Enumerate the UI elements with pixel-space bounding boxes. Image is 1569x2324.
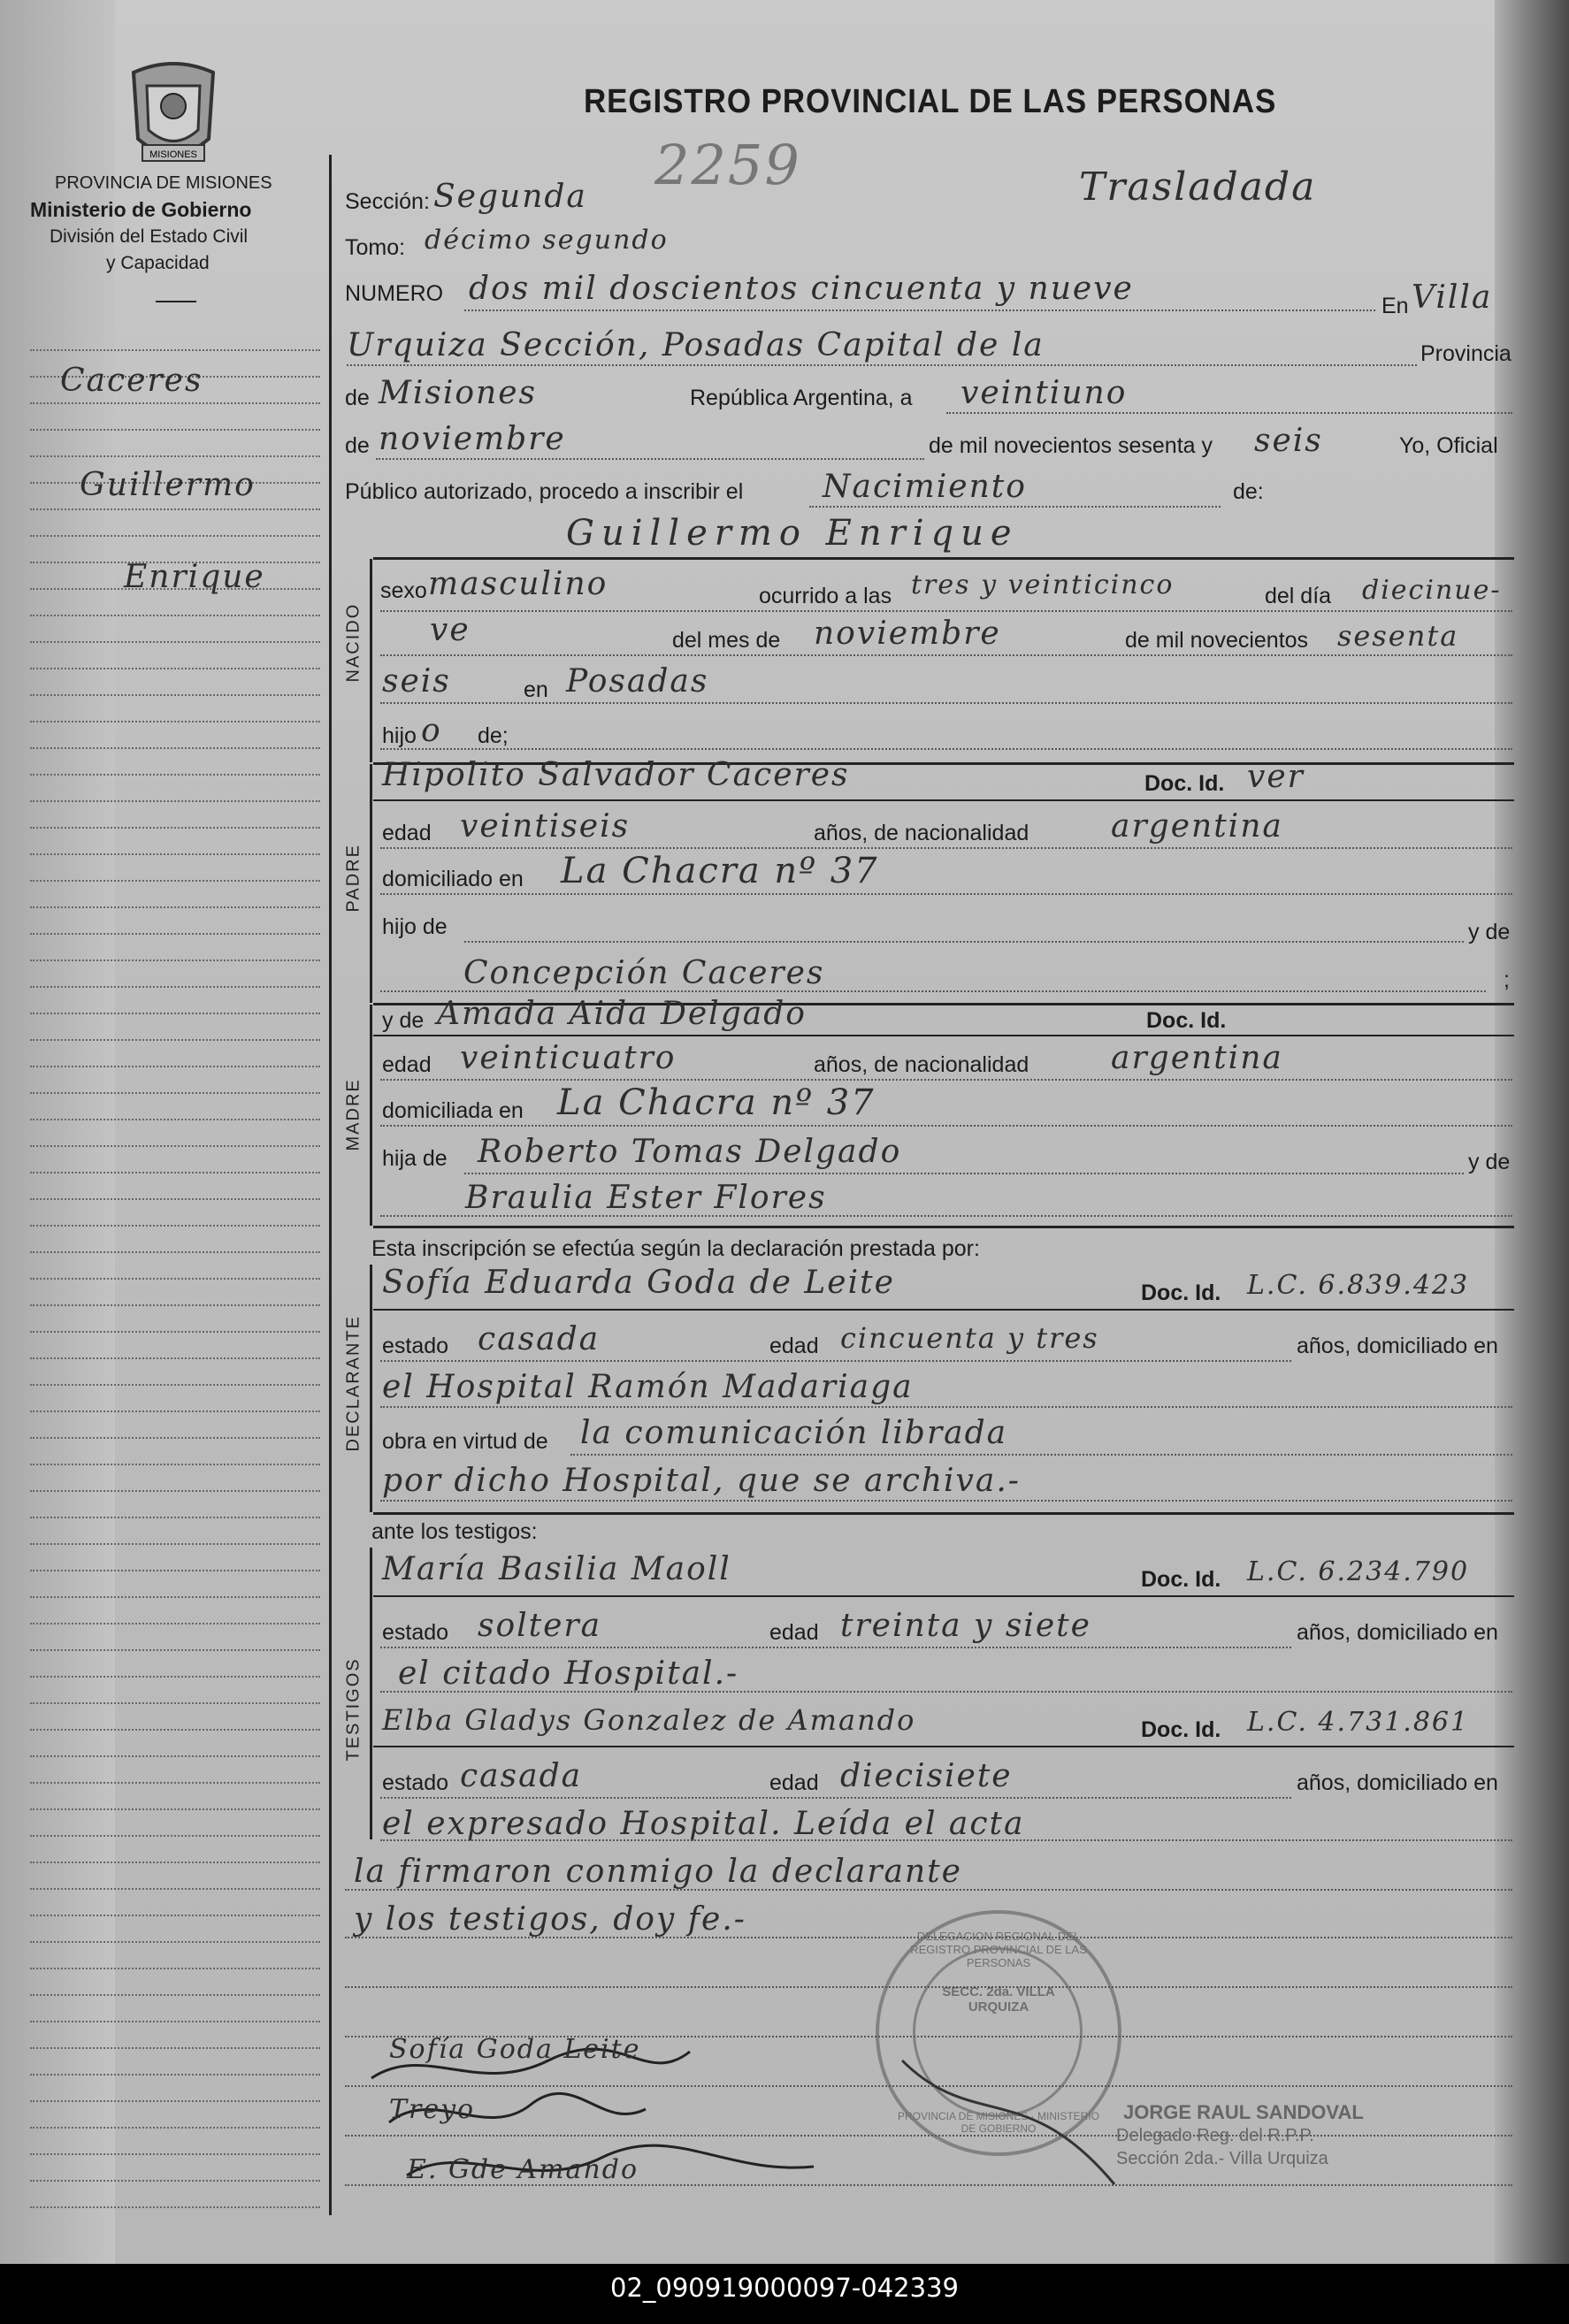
padre-semicolon: ;: [1504, 967, 1510, 992]
madre-hija-de-label: hija de: [382, 1146, 448, 1171]
nacido-bracket: [370, 559, 372, 762]
margin-first-name: Guillermo: [80, 467, 256, 503]
testigo2-estado-label: estado: [382, 1770, 449, 1795]
margin-dotted-line: [30, 2047, 320, 2049]
emblem-text: MISIONES: [149, 149, 197, 160]
tomo-value: décimo segundo: [425, 225, 669, 256]
margin-dotted-line: [30, 2100, 320, 2102]
margin-dotted-line: [30, 694, 320, 696]
padre-edad-line: [380, 847, 1512, 849]
ante-testigos-label: ante los testigos:: [371, 1519, 538, 1544]
obra-label: obra en virtud de: [382, 1429, 548, 1454]
margin-dotted-line: [30, 1013, 320, 1014]
testigos-bracket: [370, 1548, 372, 1839]
madre-name: Amada Aida Delgado: [437, 996, 807, 1032]
de2-label: de: [345, 433, 370, 458]
margin-dotted-line: [30, 1915, 320, 1916]
testigo1-edad-value: treinta y siete: [840, 1608, 1091, 1644]
year-label: de mil novecientos sesenta y: [929, 433, 1213, 458]
declarante-estado-line: [380, 1360, 1291, 1362]
declarante-estado-label: estado: [382, 1334, 449, 1358]
margin-dotted-line: [30, 1782, 320, 1784]
padre-nac-value: argentina: [1111, 808, 1283, 845]
margin-dotted-line: [30, 1278, 320, 1280]
seal-ring-text: DELEGACION REGIONAL DEL REGISTRO PROVINCIAL DE LAS PERSONAS: [910, 1930, 1087, 1969]
testigo1-dom-line: [380, 1691, 1512, 1693]
margin-surname: Caceres: [60, 363, 203, 399]
margin-dotted-line: [30, 1729, 320, 1731]
margin-dotted-line: [30, 1119, 320, 1120]
madre-doc-label: Doc. Id.: [1146, 1008, 1227, 1033]
testigo2-edad-value: diecisiete: [840, 1758, 1013, 1794]
section-rule-1: [373, 557, 1514, 560]
handwritten-trasladada: Trasladada: [1079, 164, 1317, 210]
padre-edad-label: edad: [382, 821, 432, 845]
mes-value: noviembre: [814, 615, 1001, 652]
sexo-value: masculino: [428, 566, 608, 602]
testigo2-edad-label: edad: [769, 1770, 819, 1795]
declarante-doc-label: Doc. Id.: [1141, 1280, 1221, 1305]
mes-line: [380, 654, 1512, 656]
padre-dom-value: La Chacra nº 37: [561, 851, 879, 891]
closing-line-1-dotted: [345, 1889, 1512, 1891]
testigo2-dom-line: [380, 1839, 1512, 1841]
closing-line-2: y los testigos, doy fe.-: [354, 1901, 746, 1938]
padre-hijo-de-line: [464, 941, 1464, 943]
place-dotted: [347, 364, 1417, 366]
hijo-value: o: [421, 713, 442, 749]
padre-madre-line: [380, 990, 1486, 992]
margin-dotted-line: [30, 641, 320, 643]
testigo1-doc-label: Doc. Id.: [1141, 1567, 1221, 1592]
officer-section: Sección 2da.- Villa Urquiza: [1116, 2149, 1328, 2168]
month-value: noviembre: [379, 421, 566, 457]
lugar-line: [380, 702, 1512, 704]
en-value: Villa: [1412, 279, 1493, 316]
testigo2-name-rule: [373, 1746, 1514, 1747]
margin-dotted-line: [30, 2021, 320, 2022]
record-number: 2259: [654, 133, 801, 197]
padre-dom-label: domiciliado en: [382, 867, 524, 891]
signature-testigo-1: Treyo: [389, 2094, 476, 2125]
margin-dotted-line: [30, 959, 320, 961]
padre-name: Hipolito Salvador Caceres: [382, 757, 850, 793]
coat-of-arms-icon: [120, 55, 226, 170]
de-label: de: [345, 386, 370, 410]
oficial-label: Yo, Oficial: [1399, 433, 1498, 458]
madre-dom-line: [380, 1125, 1512, 1127]
provincia-value: Misiones: [379, 375, 538, 411]
margin-dotted-line: [30, 933, 320, 935]
capacity-label: y Capacidad: [106, 253, 210, 273]
margin-dotted-line: [30, 1755, 320, 1757]
del-dia-label: del día: [1265, 584, 1332, 608]
numero-label: NUMERO: [345, 281, 444, 306]
margin-dotted-line: [30, 1357, 320, 1359]
anio-value: sesenta: [1337, 619, 1459, 653]
declarante-edad-value: cincuenta y tres: [840, 1321, 1099, 1355]
margin-dotted-line: [30, 1517, 320, 1518]
margin-dotted-line: [30, 747, 320, 749]
margin-dotted-line: [30, 1437, 320, 1439]
testigo1-doc-value: L.C. 6.234.790: [1247, 1556, 1470, 1587]
right-page-edge: [1495, 0, 1569, 2264]
padre-y-de-label: y de: [1468, 920, 1511, 944]
declarante-bracket: [370, 1265, 372, 1512]
tomo-label: Tomo:: [345, 235, 406, 260]
margin-dotted-line: [30, 1649, 320, 1651]
margin-dotted-line: [30, 1835, 320, 1837]
province-label: PROVINCIA DE MISIONES: [55, 173, 272, 193]
margin-dotted-line: [30, 455, 320, 457]
testigo1-name-rule: [373, 1595, 1514, 1597]
margin-dotted-line: [30, 1994, 320, 1996]
madre-dom-value: La Chacra nº 37: [557, 1082, 876, 1123]
seccion-value: Segunda: [433, 179, 587, 215]
en-label: En: [1381, 294, 1409, 318]
madre-edad-label: edad: [382, 1052, 432, 1077]
madre-y-de2-label: y de: [1468, 1150, 1511, 1174]
margin-second-name: Enrique: [124, 559, 265, 595]
declarante-dom-value: el Hospital Ramón Madariaga: [382, 1369, 914, 1405]
testigos-side-label: TESTIGOS: [343, 1657, 364, 1762]
declarante-doc-value: L.C. 6.839.423: [1247, 1270, 1470, 1301]
margin-dotted-line: [30, 1251, 320, 1253]
testigo2-estado-line: [380, 1797, 1291, 1799]
madre-bracket: [370, 1005, 372, 1226]
margin-dotted-line: [30, 1570, 320, 1571]
nacido-side-label: NACIDO: [343, 602, 364, 683]
sexo-label: sexo: [380, 578, 427, 603]
child-name: Guillermo Enrique: [566, 513, 1019, 554]
declarante-name-rule: [373, 1309, 1514, 1311]
obra-value: la comunicación librada: [580, 1415, 1008, 1451]
testigo2-estado-value: casada: [460, 1758, 583, 1794]
margin-dotted-line: [30, 668, 320, 669]
testigo1-dom-label: años, domiciliado en: [1297, 1620, 1498, 1645]
margin-dotted-line: [30, 1676, 320, 1678]
margin-dotted-line: [30, 1702, 320, 1704]
margin-dotted-line: [30, 1384, 320, 1386]
margin-dotted-line: [30, 1331, 320, 1333]
margin-dotted-line: [30, 1968, 320, 1969]
dia-value: diecinue-: [1362, 575, 1502, 606]
closing-line-1: la firmaron conmigo la declarante: [354, 1854, 962, 1890]
numero-line: [464, 310, 1375, 311]
margin-dotted-line: [30, 1039, 320, 1041]
padre-name-rule: [373, 799, 1514, 801]
testigo1-estado-label: estado: [382, 1620, 449, 1645]
margin-dotted-line: [30, 853, 320, 855]
day-line: [946, 412, 1512, 414]
margin-dotted-line: [30, 1410, 320, 1412]
padre-madre-value: Concepción Caceres: [463, 955, 825, 991]
margin-dotted-line: [30, 615, 320, 616]
declarante-name: Sofía Eduarda Goda de Leite: [382, 1265, 895, 1301]
margin-dotted-line: [30, 1464, 320, 1465]
day-value: veintiuno: [961, 375, 1128, 411]
mil-label: de mil novecientos: [1125, 628, 1309, 653]
mes-label: del mes de: [672, 628, 781, 653]
padre-bracket: [370, 764, 372, 1003]
testigo2-name: Elba Gladys Gonzalez de Amando: [382, 1703, 916, 1737]
registry-title: REGISTRO PROVINCIAL DE LAS PERSONAS: [584, 83, 1277, 120]
margin-dotted-line: [30, 1145, 320, 1147]
section-rule-5: [373, 1512, 1514, 1515]
margin-dotted-line: [30, 1543, 320, 1545]
obra-line: [570, 1454, 1512, 1456]
testigo1-estado-value: soltera: [478, 1608, 602, 1644]
margin-dotted-line: [30, 800, 320, 802]
month-line: [376, 458, 924, 460]
margin-dotted-line: [30, 2153, 320, 2155]
provincia-label: Provincia: [1420, 341, 1512, 366]
margin-dotted-line: [30, 429, 320, 431]
margin-dotted-line: [30, 827, 320, 829]
sexo-line: [380, 610, 1512, 612]
margin-dotted-line: [30, 1225, 320, 1227]
acto-line: [809, 506, 1221, 508]
testigo2-dom-label: años, domiciliado en: [1297, 1770, 1498, 1795]
madre-nac-value: argentina: [1111, 1040, 1283, 1076]
padre-hijo-de-label: hijo de: [382, 914, 448, 939]
margin-dotted-line: [30, 880, 320, 882]
obra-cont: por dicho Hospital, que se archiva.-: [382, 1463, 1021, 1499]
margin-dotted-line: [30, 774, 320, 776]
testigo2-dom-value: el expresado Hospital. Leída el acta: [382, 1806, 1025, 1842]
officer-name: JORGE RAUL SANDOVAL: [1123, 2101, 1364, 2123]
margin-dotted-line: [30, 1198, 320, 1200]
margin-dotted-line: [30, 1623, 320, 1625]
declarante-side-label: DECLARANTE: [343, 1315, 364, 1452]
margin-dotted-line: [30, 986, 320, 988]
margin-dotted-line: [30, 1888, 320, 1890]
division-label: División del Estado Civil: [50, 226, 249, 247]
de3-label: de:: [1233, 479, 1264, 504]
margin-dotted-line: [30, 2206, 320, 2208]
section-rule-4: [373, 1226, 1514, 1228]
madre-madre-line: [380, 1215, 1512, 1217]
padre-doc-value: ver: [1247, 759, 1305, 795]
madre-nac-label: años, de nacionalidad: [814, 1052, 1029, 1077]
en-nacido-label: en: [524, 677, 548, 702]
acto-value: Nacimiento: [823, 469, 1027, 505]
hora-value: tres y veinticinco: [911, 570, 1175, 600]
margin-dotted-line: [30, 2180, 320, 2182]
seccion-label: Sección:: [345, 189, 430, 214]
left-binding-strip: [0, 0, 115, 2264]
testigo1-estado-line: [380, 1647, 1291, 1648]
margin-dotted-line: [30, 2127, 320, 2129]
numero-value: dos mil doscientos cincuenta y nueve: [469, 271, 1134, 307]
madre-side-label: MADRE: [343, 1078, 364, 1151]
margin-dotted-line: [30, 349, 320, 351]
signature-declarante: Sofía Goda Leite: [389, 2034, 641, 2065]
de-semicolon-label: de;: [478, 723, 509, 748]
signature-testigo-2: E. Gde Amando: [407, 2154, 639, 2185]
anio-cont: seis: [382, 663, 451, 699]
officer-title: Delegado Reg. del R.P.P.: [1116, 2126, 1314, 2145]
margin-dotted-line: [30, 1172, 320, 1173]
padre-edad-value: veintiseis: [460, 808, 631, 845]
declarante-edad-label: edad: [769, 1334, 819, 1358]
scan-footer-code: 02_090919000097-042339: [610, 2273, 959, 2303]
margin-dotted-line: [30, 535, 320, 537]
testigo1-name: María Basilia Maoll: [382, 1551, 731, 1587]
seal-sub-text: SECC. 2da. VILLA URQUIZA: [942, 1984, 1055, 2014]
emblem-divider: [156, 301, 196, 302]
margin-dotted-line: [30, 402, 320, 404]
ministry-label: Ministerio de Gobierno: [30, 198, 252, 221]
margin-dotted-line: [30, 721, 320, 722]
declarante-estado-value: casada: [478, 1321, 601, 1357]
margin-separator: [329, 155, 332, 2215]
testigo2-doc-label: Doc. Id.: [1141, 1717, 1221, 1742]
hijo-label: hijo: [382, 723, 417, 748]
declarante-intro: Esta inscripción se efectúa según la declaración prestada por:: [371, 1236, 980, 1261]
ocurrido-label: ocurrido a las: [759, 584, 892, 608]
testigo1-edad-label: edad: [769, 1620, 819, 1645]
publico-label: Público autorizado, procedo a inscribir el: [345, 479, 744, 504]
year-value: seis: [1254, 423, 1323, 459]
madre-edad-value: veinticuatro: [460, 1040, 677, 1076]
testigo2-doc-value: L.C. 4.731.861: [1247, 1707, 1470, 1738]
padre-side-label: PADRE: [343, 844, 364, 913]
testigo1-dom-value: el citado Hospital.-: [398, 1655, 739, 1692]
madre-padre-value: Roberto Tomas Delgado: [478, 1134, 902, 1170]
declarante-dom-line: [380, 1406, 1512, 1408]
madre-hija-de-line: [464, 1173, 1464, 1174]
place-line: Urquiza Sección, Posadas Capital de la: [347, 327, 1045, 363]
margin-dotted-line: [30, 1861, 320, 1863]
margin-dotted-line: [30, 1066, 320, 1067]
margin-dotted-line: [30, 1596, 320, 1598]
margin-dotted-line: [30, 1941, 320, 1943]
madre-madre-value: Braulia Ester Flores: [465, 1180, 827, 1216]
seal-bottom-text: PROVINCIA DE MISIONES · MINISTERIO DE GOBIERNO: [897, 2110, 1100, 2135]
madre-edad-line: [380, 1079, 1512, 1081]
margin-dotted-line: [30, 1808, 320, 1810]
dia-cont: ve: [430, 612, 471, 648]
margin-dotted-line: [30, 1304, 320, 1306]
obra-cont-line: [380, 1500, 1512, 1502]
republica-label: República Argentina, a: [690, 386, 913, 410]
margin-dotted-line: [30, 1490, 320, 1492]
margin-dotted-line: [30, 2074, 320, 2076]
madre-name-rule: [373, 1035, 1514, 1036]
padre-nac-label: años, de nacionalidad: [814, 821, 1029, 845]
margin-dotted-line: [30, 508, 320, 510]
padre-doc-label: Doc. Id.: [1144, 771, 1225, 796]
hijo-line: [380, 748, 1512, 750]
padre-dom-line: [380, 893, 1512, 895]
madre-dom-label: domiciliada en: [382, 1098, 524, 1123]
madre-y-de-label: y de: [382, 1008, 425, 1033]
margin-dotted-line: [30, 906, 320, 908]
lugar-value: Posadas: [566, 663, 709, 699]
declarante-dom-label: años, domiciliado en: [1297, 1334, 1498, 1358]
margin-dotted-line: [30, 1092, 320, 1094]
